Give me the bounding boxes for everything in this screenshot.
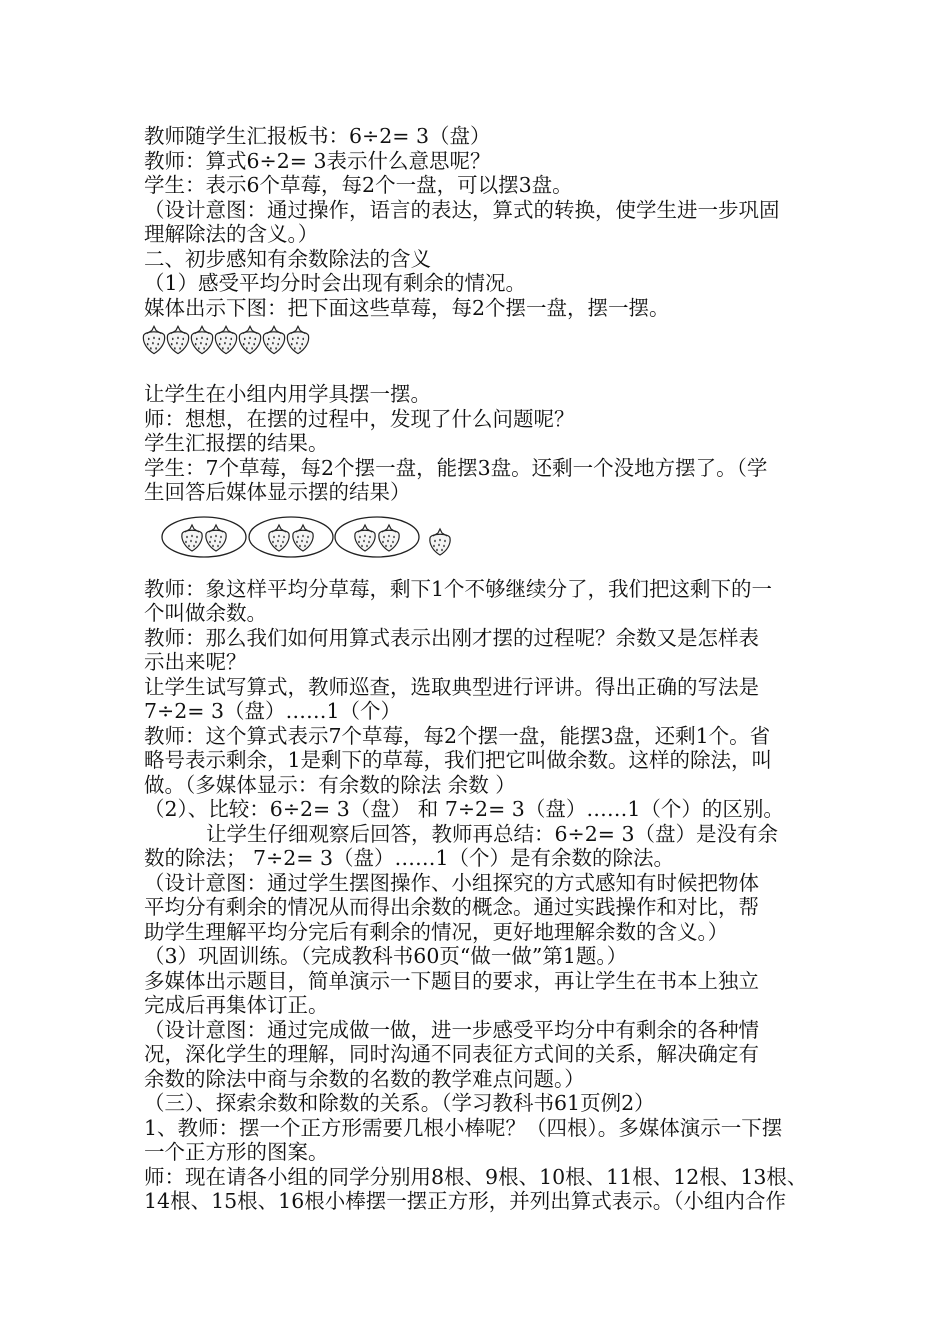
- text-line: 助学生理解平均分完后有剩余的情况，更好地理解余数的含义。）: [144, 919, 729, 944]
- text-line: 个叫做余数。: [144, 601, 267, 625]
- text-line: 教师：那么我们如何用算式表示出刚才摆的过程呢？余数又是怎样表: [144, 625, 759, 650]
- strawberry-icon: [355, 525, 375, 551]
- text-line: 让学生在小组内用学具摆一摆。: [144, 382, 431, 406]
- text-line: 师：想想，在摆的过程中，发现了什么问题呢？: [144, 406, 575, 431]
- seven-strawberries-figure: [140, 320, 834, 358]
- text-line: 媒体出示下图：把下面这些草莓，每2个摆一盘，摆一摆。: [144, 295, 670, 320]
- text-line: 多媒体出示题目，简单演示一下题目的要求，再让学生在书本上独立: [144, 968, 759, 993]
- plates-figure: [144, 511, 834, 563]
- strawberry-icon: [269, 525, 289, 551]
- document-page: [144, 124, 834, 1214]
- strawberry-icon: [143, 326, 164, 353]
- strawberry-icon: [206, 525, 226, 551]
- text-line: 14根、15根、16根小棒摆一摆正方形，并列出算式表示。（小组内合作: [144, 1189, 787, 1213]
- plate-icon: [249, 517, 333, 557]
- plate-icon: [162, 517, 246, 557]
- text-line: 完成后再集体订正。: [144, 993, 329, 1017]
- text-line: （3）巩固训练。（完成教科书60页“做一做”第1题。）: [144, 944, 628, 968]
- text-line: 教师：这个算式表示7个草莓，每2个摆一盘，能摆3盘，还剩1个。省: [144, 723, 771, 748]
- text-line: （设计意图：通过操作，语言的表达，算式的转换，使学生进一步巩固: [144, 197, 780, 222]
- strawberry-icon: [287, 326, 308, 353]
- text-line: 示出来呢？: [144, 650, 247, 674]
- text-line: 学生汇报摆的结果。: [144, 431, 329, 455]
- strawberry-icon: [293, 525, 313, 551]
- text-line: 生回答后媒体显示摆的结果）: [144, 480, 411, 504]
- section-heading: （三）、探索余数和除数的关系。（学习教科书61页例2）: [144, 1091, 655, 1115]
- text-line: 教师随学生汇报板书：6÷2= 3（盘）: [144, 124, 491, 148]
- text-line: 让学生试写算式，教师巡查，选取典型进行评讲。得出正确的写法是: [144, 674, 759, 699]
- strawberry-icon: [379, 525, 399, 551]
- plate-icon: [335, 517, 419, 557]
- text-line: 况，深化学生的理解，同时沟通不同表征方式间的关系，解决确定有: [144, 1042, 759, 1066]
- strawberry-icon: [239, 326, 260, 353]
- text-line: （1）感受平均分时会出现有剩余的情况。: [144, 271, 527, 295]
- text-line: 让学生仔细观察后回答，教师再总结：6÷2= 3（盘）是没有余: [206, 821, 778, 846]
- text-line: 1、教师：摆一个正方形需要几根小棒呢？（四根）。多媒体演示一下摆: [144, 1115, 783, 1140]
- text-line: 略号表示剩余，1是剩下的草莓，我们把它叫做余数。这样的除法，叫: [144, 748, 773, 772]
- text-line: 做。（多媒体显示：有余数的除法 余数 ）: [144, 772, 516, 797]
- strawberry-icon: [215, 326, 236, 353]
- text-line: （设计意图：通过学生摆图操作、小组探究的方式感知有时候把物体: [144, 870, 759, 895]
- text-line: 学生：7个草莓，每2个摆一盘，能摆3盘。还剩一个没地方摆了。（学: [144, 455, 768, 480]
- text-line: 余数的除法中商与余数的名数的教学难点问题。）: [144, 1066, 585, 1091]
- strawberry-plates-icon: [144, 511, 464, 563]
- strawberry-icon: [430, 529, 450, 555]
- strawberry-icon: [167, 326, 188, 353]
- strawberry-icon: [263, 326, 284, 353]
- text-line: 教师：象这样平均分草莓，剩下1个不够继续分了，我们把这剩下的一: [144, 576, 773, 601]
- text-line: 一个正方形的图案。: [144, 1140, 329, 1164]
- text-line: 学生：表示6个草莓，每2个一盘，可以摆3盘。: [144, 173, 573, 197]
- text-line: （2）、比较：6÷2= 3（盘） 和 7÷2= 3（盘）……1（个）的区别。: [144, 797, 784, 821]
- text-line: （设计意图：通过完成做一做，进一步感受平均分中有剩余的各种情: [144, 1017, 759, 1042]
- text-line: 教师：算式6÷2= 3表示什么意思呢？: [144, 148, 491, 173]
- strawberry-icon: [191, 326, 212, 353]
- text-line: 师：现在请各小组的同学分别用8根、9根、10根、11根、12根、13根、: [144, 1164, 808, 1189]
- text-line: 理解除法的含义。）: [144, 222, 319, 246]
- strawberry-row-icon: [140, 321, 330, 357]
- text-line: 平均分有剩余的情况从而得出余数的概念。通过实践操作和对比，帮: [144, 895, 759, 919]
- text-line: 数的除法； 7÷2= 3（盘）……1（个）是有余数的除法。: [144, 846, 675, 870]
- strawberry-icon: [182, 525, 202, 551]
- section-heading: 二、初步感知有余数除法的含义: [144, 246, 431, 271]
- equation-line: 7÷2= 3（盘）……1（个）: [144, 699, 402, 723]
